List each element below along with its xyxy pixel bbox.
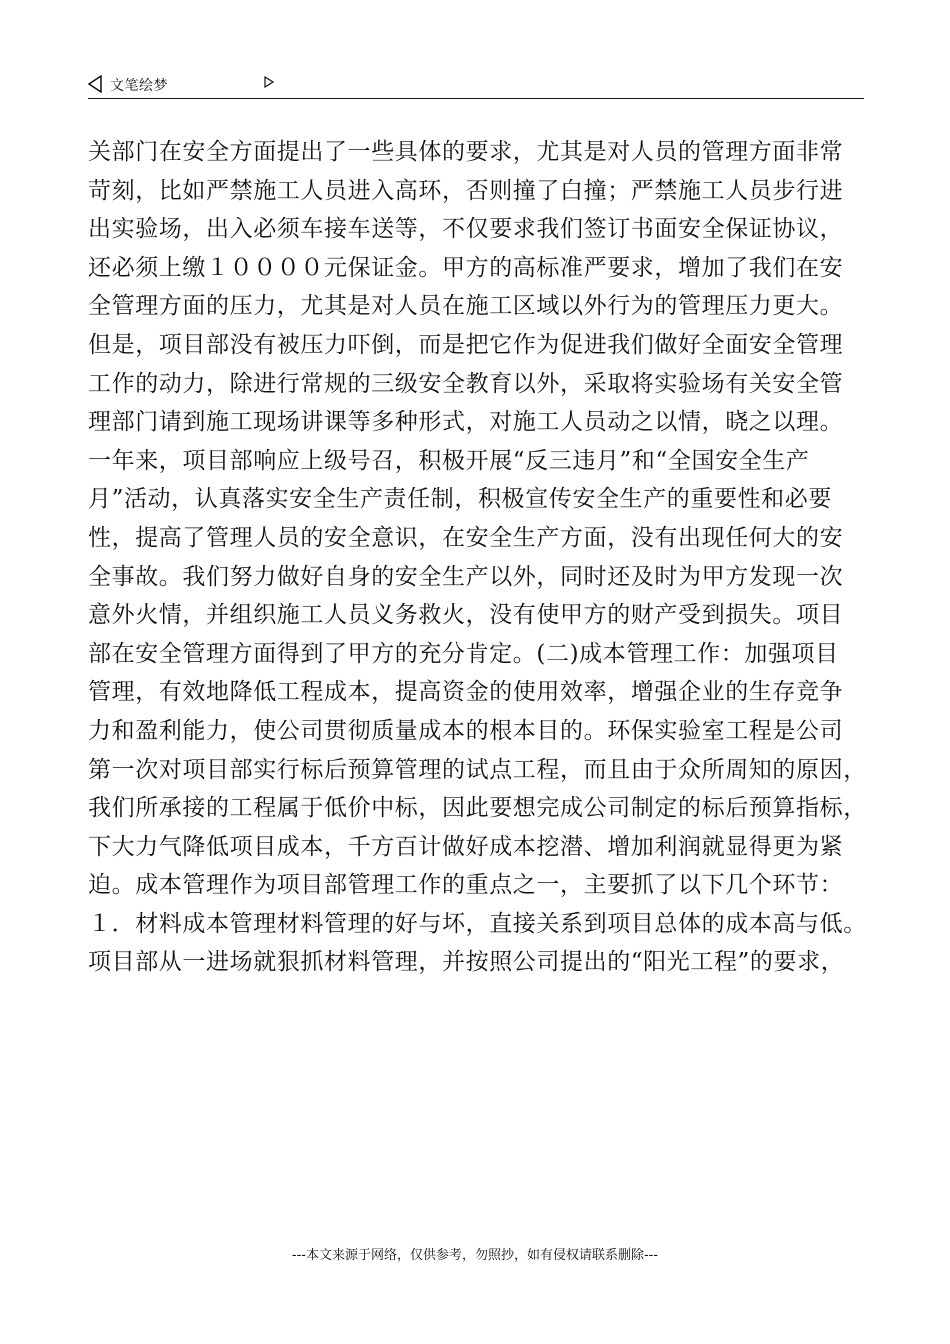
body-line: 理部门请到施工现场讲课等多种形式，对施工人员动之以情，晓之以理。 — [88, 409, 844, 436]
body-line: 第一次对项目部实行标后预算管理的试点工程，而且由于众所周知的原因， — [88, 756, 867, 783]
body-line: 迫。成本管理作为项目部管理工作的重点之一，主要抓了以下几个环节： — [88, 872, 844, 899]
body-line: 但是，项目部没有被压力吓倒，而是把它作为促进我们做好全面安全管理 — [88, 331, 844, 358]
body-line: 项目部从一进场就狠抓材料管理，并按照公司提出的“阳光工程”的要求， — [88, 949, 845, 976]
triangle-left-icon — [88, 75, 102, 93]
body-line: 一年来，项目部响应上级号召，积极开展“反三违月”和“全国安全生产 — [88, 447, 810, 474]
body-line: 出实验场，出入必须车接车送等，不仅要求我们签订书面安全保证协议， — [88, 216, 844, 243]
body-line: 还必须上缴１００００元保证金。甲方的高标准严要求，增加了我们在安 — [88, 254, 844, 281]
footer-notice: ---本文来源于网络，仅供参考，勿照抄，如有侵权请联系删除--- — [291, 1248, 659, 1263]
body-line: 管理，有效地降低工程成本，提高资金的使用效率，增强企业的生存竞争 — [88, 679, 844, 706]
header-brand: 文笔绘梦 — [110, 78, 168, 94]
document-body — [88, 133, 868, 982]
body-line: 部在安全管理方面得到了甲方的充分肯定。(二)成本管理工作：加强项目 — [88, 640, 839, 667]
body-line: 下大力气降低项目成本，千方百计做好成本挖潜、增加利润就显得更为紧 — [88, 833, 844, 860]
body-line: 工作的动力，除进行常规的三级安全教育以外，采取将实验场有关安全管 — [88, 370, 844, 397]
body-line: 意外火情，并组织施工人员义务救火，没有使甲方的财产受到损失。项目 — [88, 602, 844, 629]
triangle-right-icon — [264, 76, 274, 88]
body-line: 月”活动，认真落实安全生产责任制，积极宣传安全生产的重要性和必要 — [88, 486, 832, 513]
page-header — [88, 72, 864, 99]
body-line: 苛刻，比如严禁施工人员进入高环，否则撞了白撞；严禁施工人员步行进 — [88, 177, 844, 204]
body-line: 力和盈利能力，使公司贯彻质量成本的根本目的。环保实验室工程是公司 — [88, 717, 844, 744]
body-line: 关部门在安全方面提出了一些具体的要求，尤其是对人员的管理方面非常 — [88, 139, 844, 165]
body-line: 全事故。我们努力做好自身的安全生产以外，同时还及时为甲方发现一次 — [88, 563, 844, 590]
body-line: 性，提高了管理人员的安全意识，在安全生产方面，没有出现任何大的安 — [88, 524, 844, 551]
body-line: １．材料成本管理材料管理的好与坏，直接关系到项目总体的成本高与低。 — [88, 910, 867, 937]
body-line: 全管理方面的压力，尤其是对人员在施工区域以外行为的管理压力更大。 — [88, 293, 844, 320]
body-line: 我们所承接的工程属于低价中标，因此要想完成公司制定的标后预算指标， — [88, 795, 867, 822]
